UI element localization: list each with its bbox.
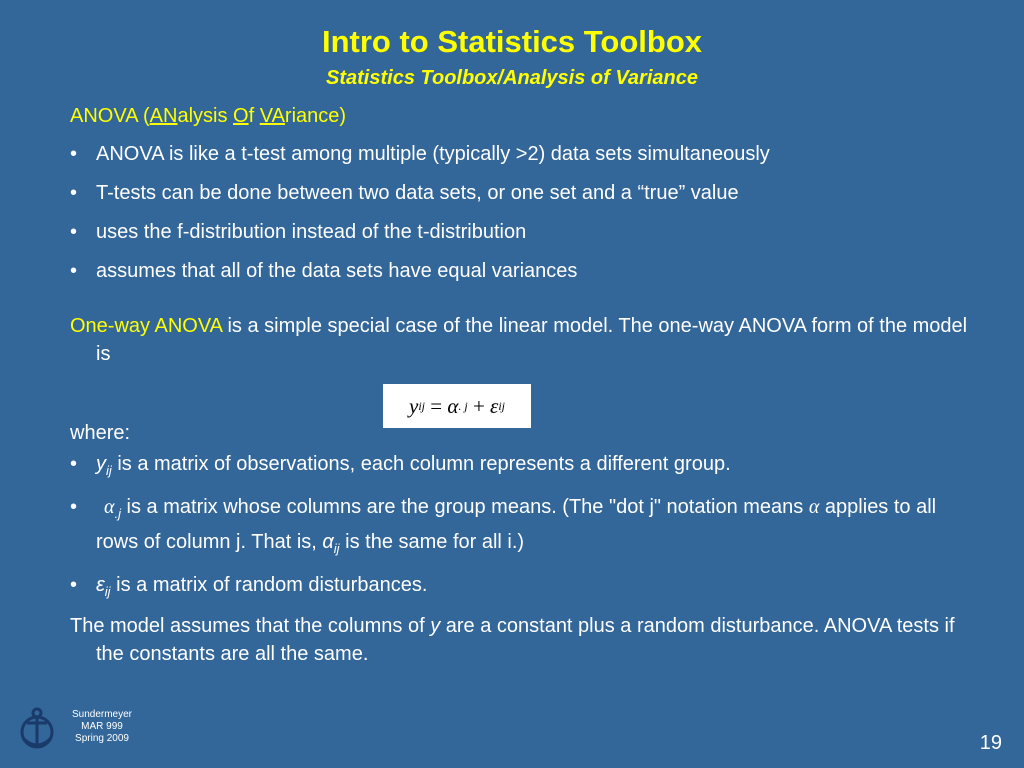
footer-line3: Spring 2009	[75, 733, 129, 744]
oneway-highlight: One-way ANOVA	[70, 315, 222, 337]
heading-o: O	[233, 105, 249, 127]
heading-f: f	[248, 105, 260, 127]
def-y-text: is a matrix of observations, each column represents a different group.	[111, 453, 731, 475]
def-alpha-sub: .j	[114, 506, 121, 521]
bullet-text: ANOVA is like a t-test among multiple (typically >2) data sets simultaneously	[96, 143, 770, 165]
definitions-list	[70, 450, 970, 614]
footer-line2: MAR 999	[81, 721, 123, 732]
heading-riance: riance)	[284, 105, 347, 127]
def-eps-symbol: ε	[96, 574, 105, 596]
eq-alpha-sub: . j	[458, 398, 468, 413]
eq-plus: +	[467, 393, 491, 418]
slide-title: Intro to Statistics Toolbox	[321, 24, 703, 59]
where-label: where:	[70, 422, 131, 444]
eq-alpha: α	[447, 393, 459, 418]
heading-alysis: alysis	[177, 105, 234, 127]
def-alpha-text1: is a matrix whose columns are the group means. (The "dot j" notation means	[121, 496, 809, 518]
oneway-text: is a simple special case of the linear model. The one-way ANOVA form of the model is	[96, 315, 968, 365]
anova-heading	[70, 103, 346, 129]
def-alpha-text2: applies to all rows of column j. That is,	[96, 496, 937, 553]
bullet-text: uses the f-distribution instead of the t-distribution	[96, 221, 527, 243]
model-equation	[383, 384, 531, 428]
heading-prefix: ANOVA (	[70, 105, 150, 127]
page-number: 19	[979, 732, 1002, 754]
def-alpha-ij: α	[322, 531, 334, 553]
footer-credit	[52, 709, 152, 745]
def-alpha-inline: α	[808, 496, 820, 518]
bullet-item: • assumes that all of the data sets have equal variances	[70, 260, 578, 282]
eq-eps: ε	[490, 393, 499, 418]
def-alpha-text3: is the same for all i.)	[339, 531, 525, 553]
anova-bullet-list	[70, 141, 990, 297]
oneway-paragraph	[70, 312, 976, 368]
def-eps: • $\varepsilon_{ij}$ is a matrix of random disturbances.	[70, 574, 428, 599]
closing-part1: The model assumes that the columns of	[70, 615, 431, 637]
footer-line1: Sundermeyer	[71, 709, 133, 720]
anchor-logo-icon	[18, 706, 56, 752]
closing-paragraph	[70, 612, 976, 668]
eq-equals: =	[424, 393, 448, 418]
bullet-item: • uses the f-distribution instead of the t-distribution	[70, 221, 527, 243]
def-eps-text: is a matrix of random disturbances.	[110, 574, 428, 596]
closing-y: y	[430, 615, 441, 637]
bullet-item: • ANOVA is like a t-test among multiple (typically >2) data sets simultaneously	[70, 143, 770, 165]
eq-y: y	[408, 393, 419, 418]
def-y-sub: ij	[106, 463, 112, 478]
closing-part2: are a constant plus a random disturbance. ANOVA tests if the constants are all the same.	[96, 615, 955, 665]
def-alpha: • $\alpha_{.j}$ is a matrix whose columns are the group means. (The "dot j" notation means α applies to all rows of column j. That is, $\alpha_{ij}$ is the same for all i.)	[70, 496, 937, 556]
def-y: • $y_{ij}$ is a matrix of observations, each column represents a different group.	[70, 453, 731, 478]
def-alpha-symbol: α	[104, 496, 115, 518]
eq-eps-sub: ij	[498, 398, 505, 413]
eq-y-sub: ij	[418, 398, 425, 413]
slide-subtitle: Statistics Toolbox/Analysis of Variance	[326, 67, 698, 89]
bullet-text: T-tests can be done between two data sets, or one set and a “true” value	[96, 182, 739, 204]
bullet-text: assumes that all of the data sets have equal variances	[96, 260, 578, 282]
heading-an: AN	[149, 105, 178, 127]
def-alpha-ij-sub: ij	[333, 541, 340, 556]
heading-va: VA	[259, 105, 285, 127]
def-eps-sub: ij	[104, 584, 111, 599]
def-y-symbol: y	[96, 453, 106, 475]
bullet-item: • T-tests can be done between two data sets, or one set and a “true” value	[70, 182, 739, 204]
